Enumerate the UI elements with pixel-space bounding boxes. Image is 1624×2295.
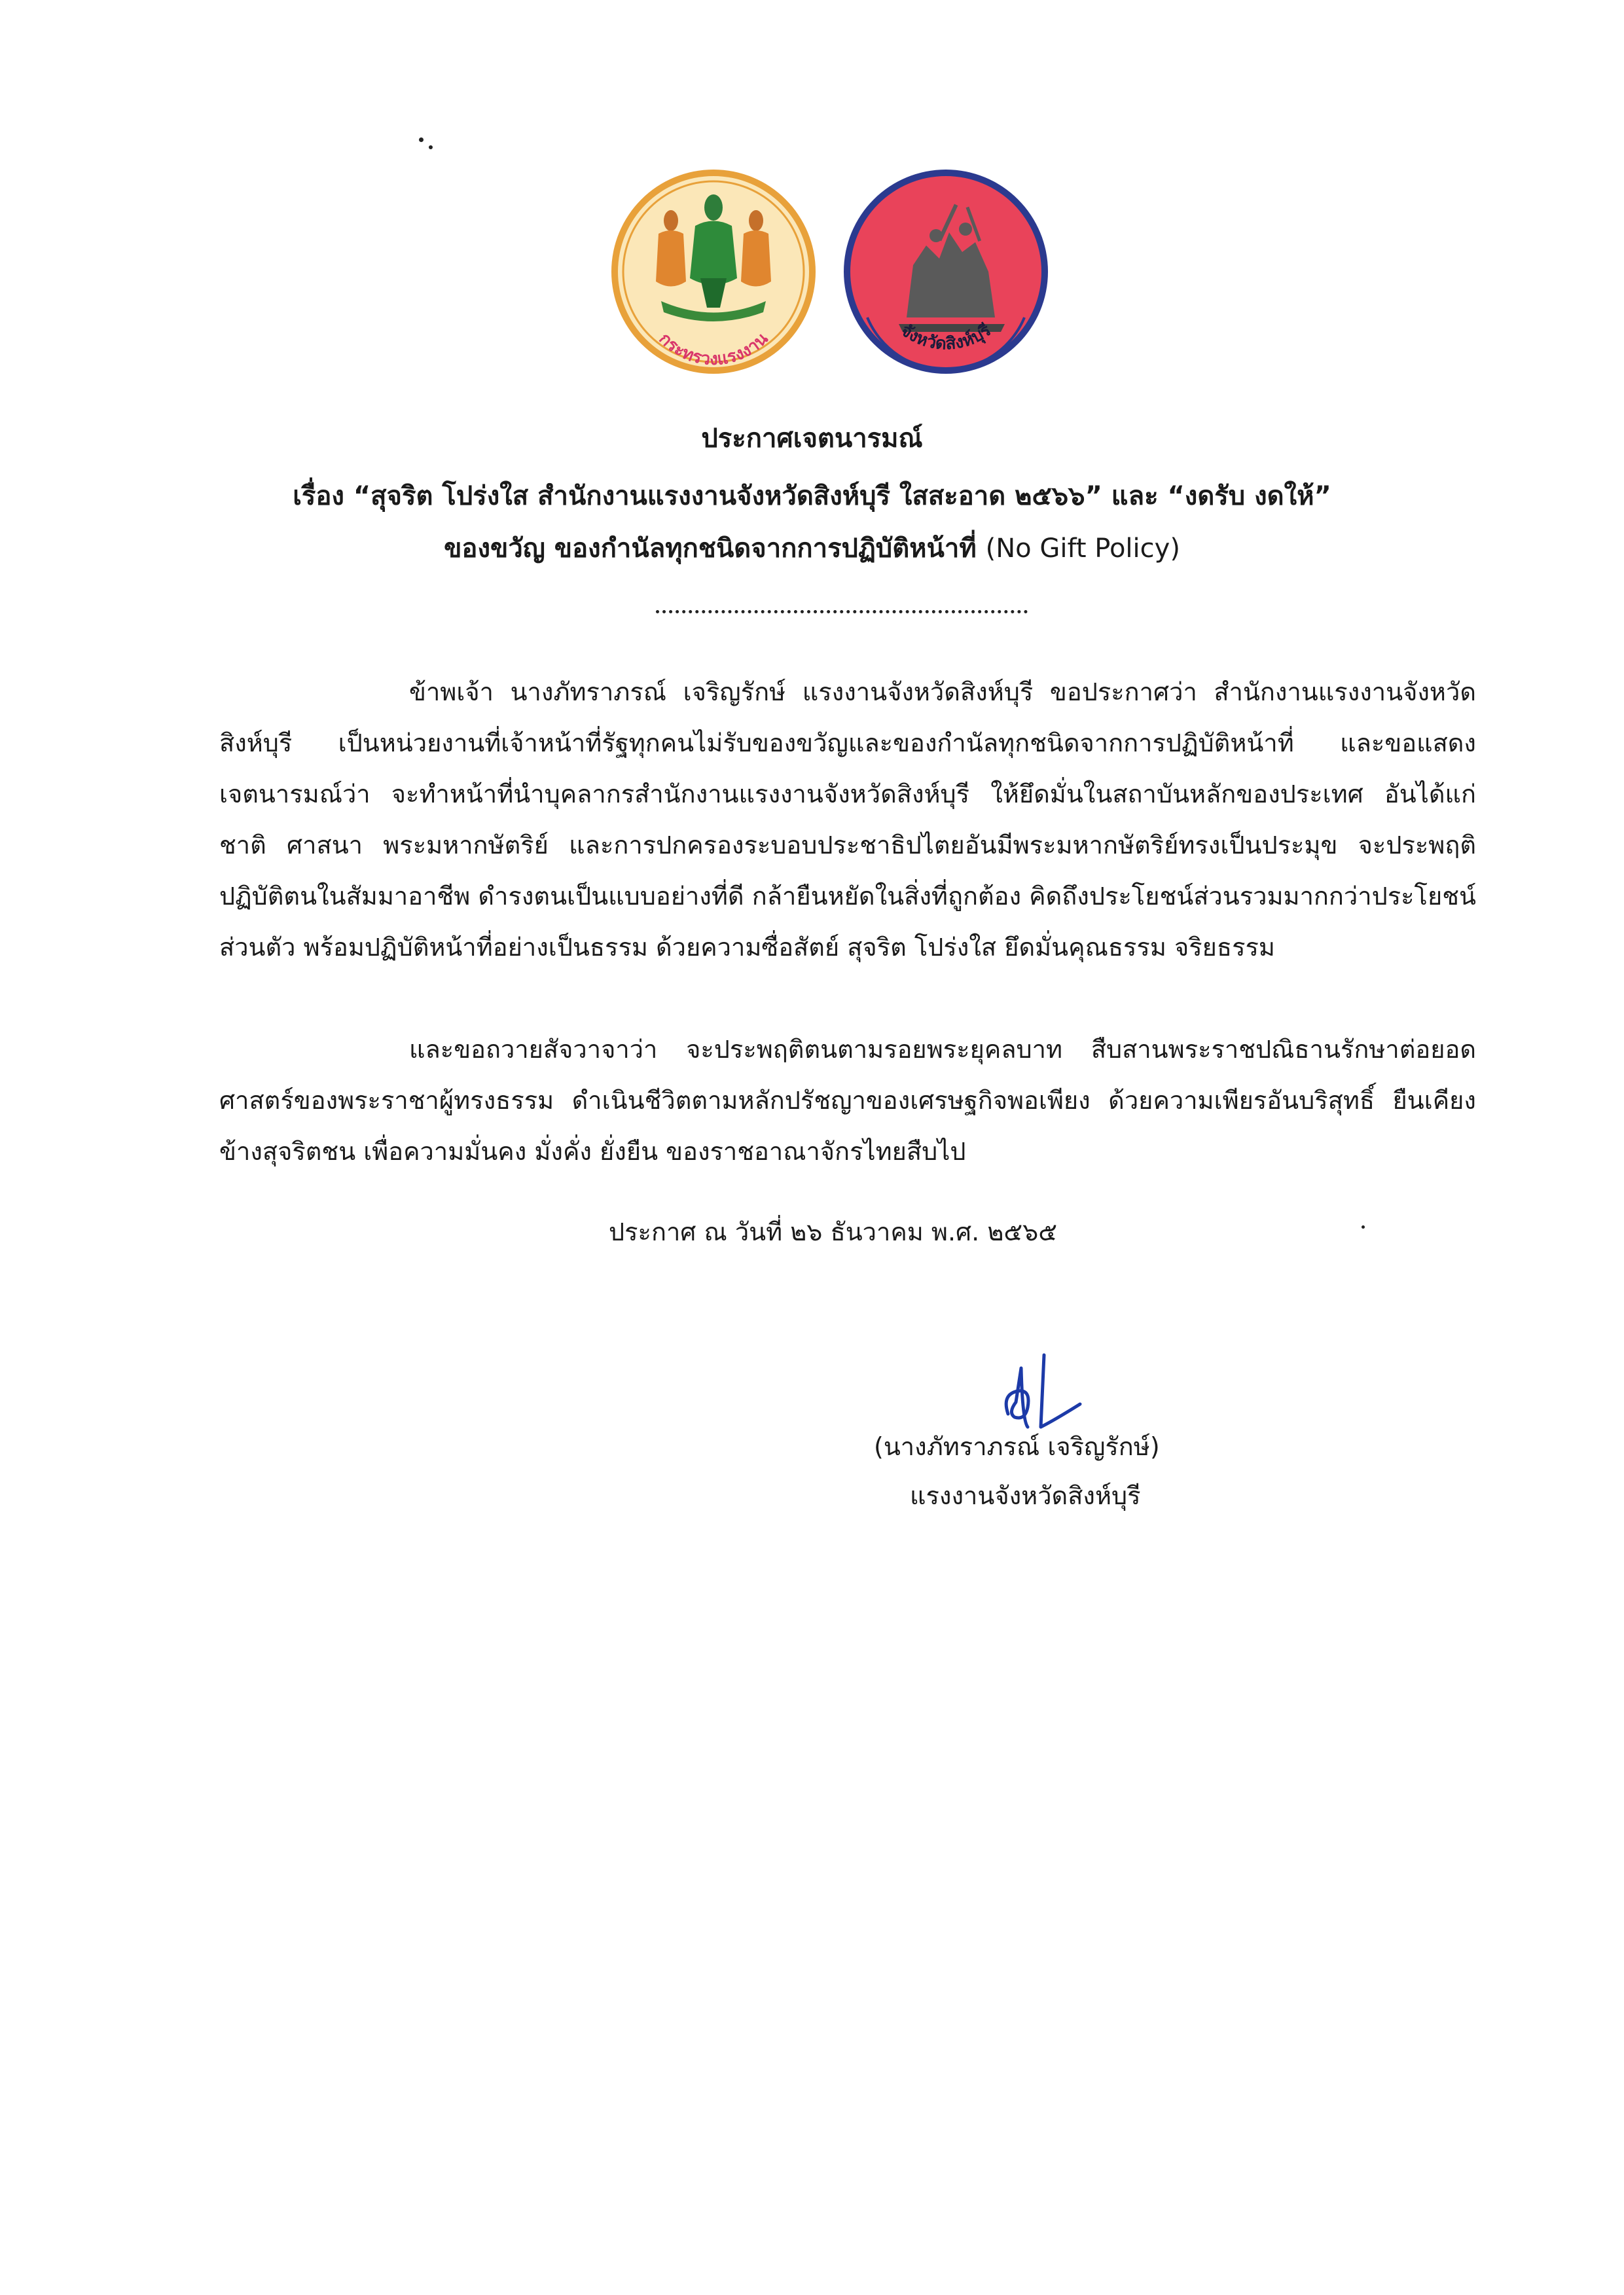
singburi-province-seal-graphic [841, 167, 1051, 376]
handwritten-signature [982, 1329, 1113, 1440]
paragraph-1-text: ข้าพเจ้า นางภัทราภรณ์ เจริญรักษ์ แรงงานจังหวัดสิงห์บุรี ขอประกาศว่า สำนักงานแรงงานจังหวัดสิงห์บุรี เป็นหน่วยงานที่เจ้าหน้าที่รัฐทุกคนไม่รับของขวัญและของกำนัลทุกชนิดจากการปฏิบัติหน้าที่ และขอแสดงเจตนารมณ์ว่า จะทำหน้าที่นำบุคลากรสำนักงานแรงงานจังหวัดสิงห์บุรี ให้ยึดมั่นในสถาบันหลักของประเทศ อันได้แก่ ชาติ ศาสนา พระมหากษัตริย์ และการปกครองระบอบประชาธิปไตยอันมีพระมหากษัตริย์ทรงเป็นประมุข จะประพฤติปฏิบัติตนในสัมมาอาชีพ ดำรงตนเป็นแบบอย่างที่ดี กล้ายืนหยัดในสิ่งที่ถูกต้อง คิดถึงประโยชน์ส่วนรวมมากกว่าประโยชน์ส่วนตัว พร้อมปฏิบัติหน้าที่อย่างเป็นธรรม ด้วยความซื่อสัตย์ สุจริต โปร่งใส ยึดมั่นคุณธรรม จริยธรรม [219, 678, 1476, 962]
announcement-title: ประกาศเจตนารมณ์ [701, 424, 923, 454]
labour-ministry-seal [609, 167, 818, 376]
paragraph-2-text: และขอถวายสัจวาจาว่า จะประพฤติตนตามรอยพระยุคลบาท สืบสานพระราชปณิธานรักษาต่อยอดศาสตร์ของพระราชาผู้ทรงธรรม ดำเนินชีวิตตามหลักปรัชญาของเศรษฐกิจพอเพียง ด้วยความเพียรอันบริสุทธิ์ ยืนเคียงข้างสุจริตชน เพื่อความมั่นคง มั่งคั่ง ยั่งยืน ของราชอาณาจักรไทยสืบไป [219, 1035, 1476, 1166]
dotted-divider [656, 610, 1028, 613]
subject-thai-text: ของขวัญ ของกำนัลทุกชนิดจากการปฏิบัติหน้าที่ [444, 533, 977, 564]
announcement-subject: เรื่อง “สุจริต โปร่งใส สำนักงานแรงงานจังหวัดสิงห์บุรี ใสสะอาด ๒๕๖๖” และ “งดรับ งดให้” [293, 481, 1331, 511]
scan-speck [419, 137, 424, 142]
announcement-date: ประกาศ ณ วันที่ ๒๖ ธันวาคม พ.ศ. ๒๕๖๕ [609, 1218, 1058, 1246]
no-gift-policy-label: (No Gift Policy) [985, 533, 1180, 564]
singburi-province-seal [841, 167, 1051, 376]
seal-group [609, 167, 1054, 376]
scan-speck [429, 145, 433, 149]
signature-graphic [982, 1329, 1113, 1440]
labour-ministry-seal-graphic [609, 167, 818, 376]
svg-text:จังหวัดสิงห์บุรี: จังหวัดสิงห์บุรี [897, 320, 995, 354]
announcement-subject-continued [131, 529, 1493, 568]
svg-text:กระทรวงแรงงาน: กระทรวงแรงงาน [655, 329, 772, 370]
declaration-paragraph-2 [219, 1024, 1476, 1177]
signer-position: แรงงานจังหวัดสิงห์บุรี [910, 1481, 1141, 1510]
signer-name: (นางภัทราภรณ์ เจริญรักษ์) [874, 1432, 1160, 1461]
declaration-paragraph-1 [219, 666, 1476, 973]
scan-speck [1362, 1225, 1365, 1229]
